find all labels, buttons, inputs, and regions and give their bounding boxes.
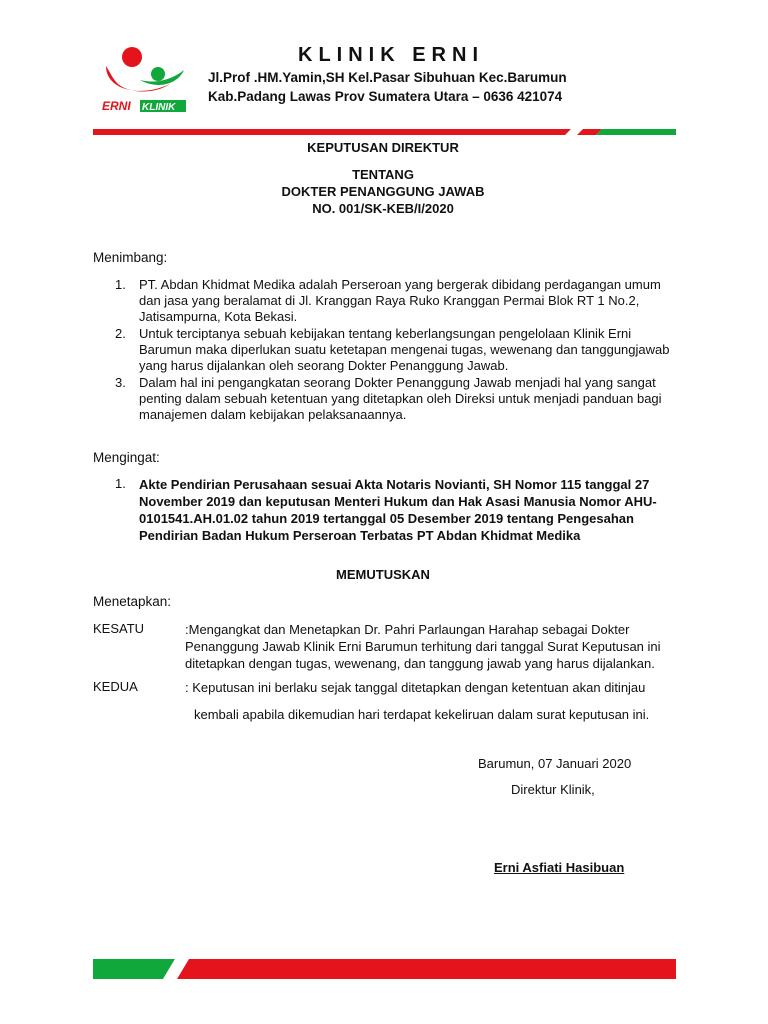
logo-text-klinik: KLINIK: [142, 102, 176, 113]
mengingat-item-1: [139, 476, 674, 544]
decision-line: ditetapkan dengan tugas, wewenang, dan tanggung jawab yang harus dijalankan.: [185, 656, 655, 671]
list-item-line: PT. Abdan Khidmat Medika adalah Perseroan yang bergerak dibidang perdagangan umum: [139, 277, 661, 292]
clinic-logo: [100, 44, 192, 114]
memutuskan-heading: MEMUTUSKAN: [336, 567, 430, 582]
menimbang-item-3-number: 3.: [115, 375, 126, 390]
list-item-line: 0101541.AH.01.02 tahun 2019 tertanggal 05 Desember 2019 tentang Pengesahan: [139, 511, 634, 526]
logo-head-green: [151, 67, 165, 81]
signature-position: Direktur Klinik,: [511, 782, 595, 797]
list-item-line: Akte Pendirian Perusahaan sesuai Akta Notaris Novianti, SH Nomor 115 tanggal 27: [139, 477, 650, 492]
list-item-line: dan jasa yang beralamat di Jl. Kranggan Raya Ruko Kranggan Permai Blok RT 1 No.2,: [139, 293, 640, 308]
list-item-line: yang harus dijalankan oleh seorang Dokter Penanggung Jawab.: [139, 358, 509, 373]
decree-number: NO. 001/SK-KEB/I/2020: [312, 201, 454, 216]
mengingat-item-1-number: 1.: [115, 476, 126, 491]
list-item-line: Dalam hal ini pengangkatan seorang Dokter Penanggung Jawab menjadi hal yang sangat: [139, 375, 656, 390]
list-item-line: penting dalam sebuah ketentuan yang ditetapkan oleh Direksi untuk menjadi panduan bagi: [139, 391, 662, 406]
decree-subject: DOKTER PENANGGUNG JAWAB: [281, 184, 485, 199]
kesatu-text: [185, 621, 675, 672]
menimbang-heading: Menimbang:: [93, 250, 168, 265]
list-item-line: November 2019 dan keputusan Menteri Hukum dan Hak Asasi Manusia Nomor AHU-: [139, 494, 657, 509]
decision-line: :Mengangkat dan Menetapkan Dr. Pahri Parlaungan Harahap sebagai Dokter: [185, 622, 630, 637]
kedua-label: KEDUA: [93, 679, 138, 694]
signature-name: Erni Asfiati Hasibuan: [494, 860, 625, 875]
list-item-line: Pendirian Badan Hukum Perseroan Terbatas PT Abdan Khidmat Medika: [139, 528, 581, 543]
decree-heading: KEPUTUSAN DIREKTUR: [307, 140, 459, 155]
list-item-line: manajemen dalam kebijakan pelaksanaannya.: [139, 407, 407, 422]
kedua-line-1: : Keputusan ini berlaku sejak tanggal ditetapkan dengan ketentuan akan ditinjau: [185, 680, 646, 695]
menimbang-item-3: [139, 375, 674, 423]
kesatu-label: KESATU: [93, 621, 145, 636]
menetapkan-label: Menetapkan:: [93, 594, 172, 609]
list-item-line: Untuk terciptanya sebuah kebijakan tentang keberlangsungan pengelolaan Klinik Erni: [139, 326, 632, 341]
decree-about: TENTANG: [352, 167, 414, 182]
signature-place-date: Barumun, 07 Januari 2020: [478, 756, 632, 771]
kedua-line-2: kembali apabila dikemudian hari terdapat kekeliruan dalam surat keputusan ini.: [194, 707, 650, 722]
list-item-line: Jatisampurna, Kota Bekasi.: [139, 309, 298, 324]
address-line-2: Kab.Padang Lawas Prov Sumatera Utara – 0636 421074: [208, 89, 563, 104]
logo-head-red: [122, 47, 142, 67]
menimbang-item-1-number: 1.: [115, 277, 126, 292]
header-divider: [93, 129, 676, 135]
logo-text-erni: ERNI: [102, 99, 131, 113]
clinic-title: KLINIK ERNI: [298, 44, 484, 66]
menimbang-item-2-number: 2.: [115, 326, 126, 341]
mengingat-heading: Mengingat:: [93, 450, 160, 465]
address-line-1: Jl.Prof .HM.Yamin,SH Kel.Pasar Sibuhuan Kec.Barumun: [208, 70, 567, 85]
decision-line: Penanggung Jawab Klinik Erni Barumun terhitung dari tanggal Surat Keputusan ini: [185, 639, 661, 654]
menimbang-item-2: [139, 326, 674, 374]
menimbang-item-1: [139, 277, 674, 325]
footer-divider: [93, 959, 676, 979]
list-item-line: Barumun maka diperlukan suatu ketetapan mengenai tugas, wewenang dan tanggungjawab: [139, 342, 670, 357]
